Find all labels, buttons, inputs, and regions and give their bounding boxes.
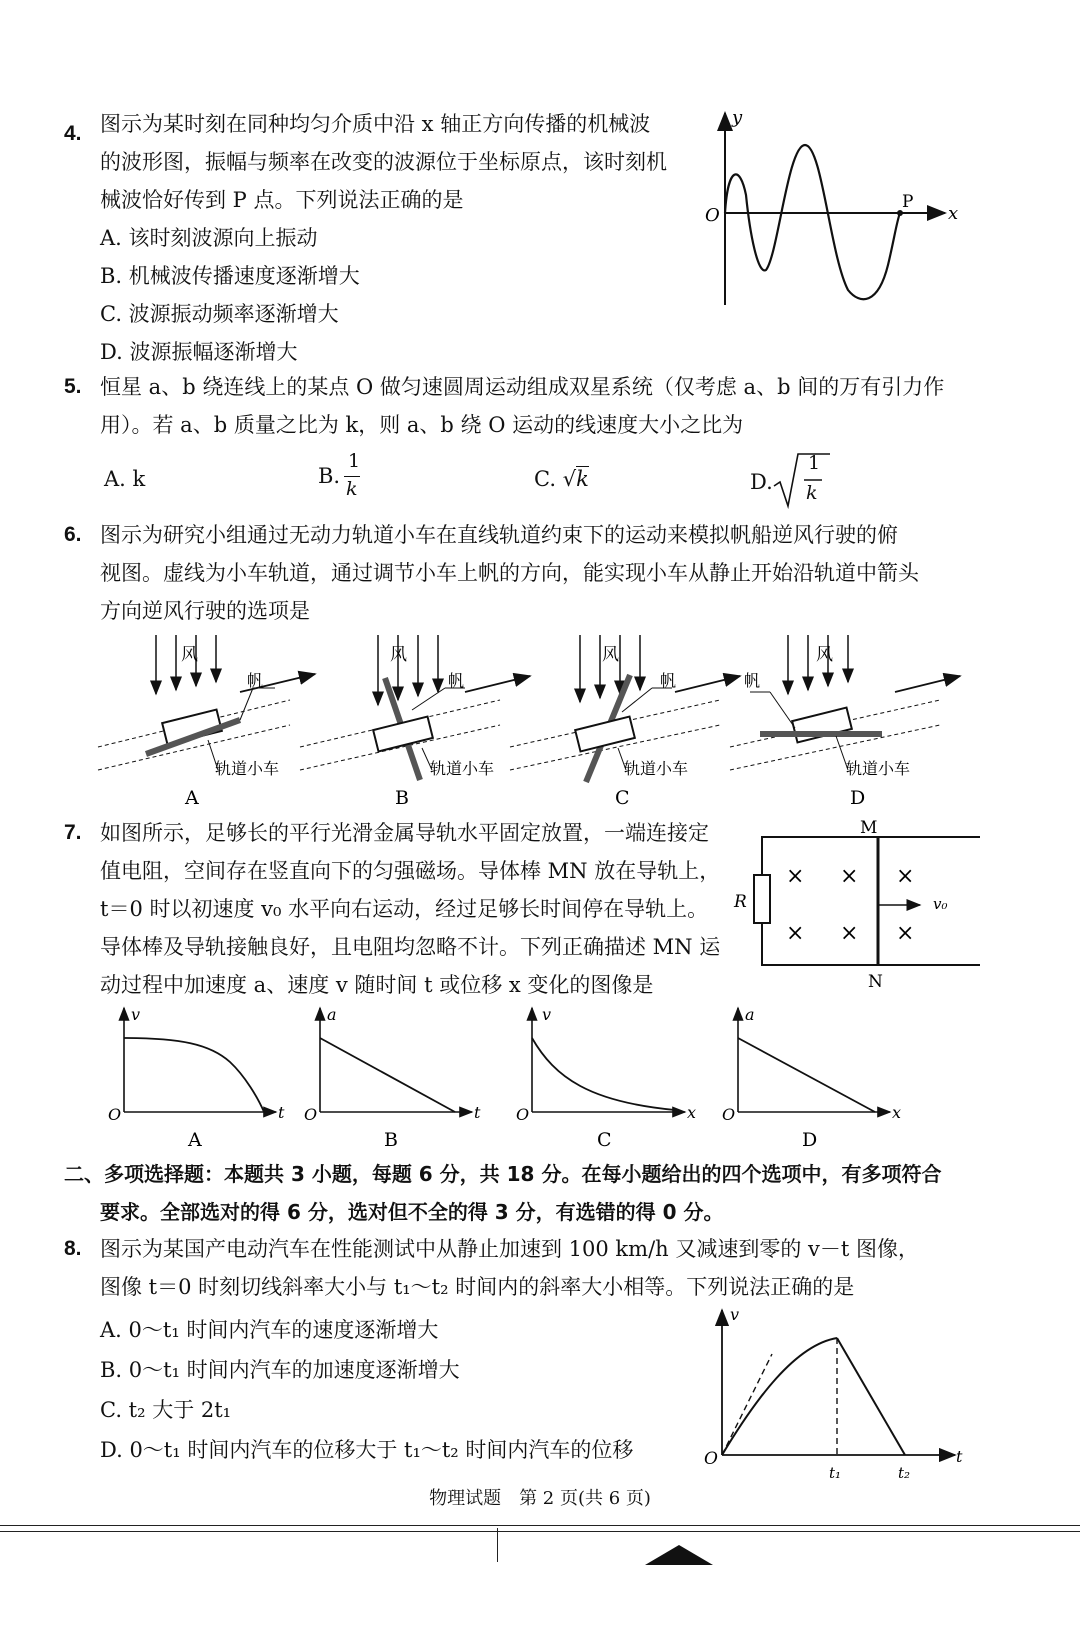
option-d: D. 0～t₁ 时间内汽车的位移大于 t₁～t₂ 时间内汽车的位移 <box>100 1438 634 1462</box>
sail-label: 帆 <box>247 671 264 690</box>
wind-label: 风 <box>181 645 198 665</box>
stem-line: 导体棒及导轨接触良好，且电阻均忽略不计。下列正确描述 MN 运 <box>100 935 721 959</box>
sail-label: 帆 <box>448 671 465 690</box>
section-line: 二、多项选择题：本题共 3 小题，每题 6 分，共 18 分。在每小题给出的四个选项中，有多项符合 <box>64 1162 942 1186</box>
y-axis-label: v <box>131 1005 141 1024</box>
t2-label: t₂ <box>898 1464 911 1482</box>
divider <box>0 1525 1080 1526</box>
stem-line: 图像 t＝0 时刻切线斜率大小与 t₁～t₂ 时间内的斜率大小相等。下列说法正确的是 <box>100 1275 855 1299</box>
stem-line: 图示为某时刻在同种均匀介质中沿 x 轴正方向传播的机械波 <box>100 112 651 136</box>
option-c: C. 波源振动频率逐渐增大 <box>100 302 339 326</box>
option-label: B. <box>318 464 341 488</box>
section-line: 要求。全部选对的得 6 分，选对但不全的得 3 分，有选错的得 0 分。 <box>100 1200 724 1224</box>
origin-label: O <box>705 205 720 226</box>
stem-line: 图示为研究小组通过无动力轨道小车在直线轨道约束下的运动来模拟帆船逆风行驶的俯 <box>100 523 898 547</box>
question-8-stem <box>100 1230 919 1306</box>
cart-label: 轨道小车 <box>624 759 689 778</box>
denominator: k <box>346 478 358 500</box>
y-axis-label: v <box>542 1005 552 1024</box>
panel-c <box>510 635 740 809</box>
cart-label: 轨道小车 <box>215 759 280 778</box>
graph-label: A <box>188 1129 202 1151</box>
divider <box>497 1528 498 1562</box>
label-r: R <box>734 892 747 912</box>
stem-line: 恒星 a、b 绕连线上的某点 O 做匀速圆周运动组成双星系统（仅考虑 a、b 间的万有引力作 <box>100 375 945 399</box>
option-c <box>534 460 589 498</box>
question-number: 5. <box>64 375 82 398</box>
numerator: 1 <box>348 450 361 472</box>
option-d: D. 波源振幅逐渐增大 <box>100 340 298 364</box>
origin-label: O <box>108 1105 122 1124</box>
wind-label: 风 <box>602 645 619 665</box>
stem-line: 械波恰好传到 P 点。下列说法正确的是 <box>100 188 464 212</box>
stem-line: 视图。虚线为小车轨道，通过调节小车上帆的方向，能实现小车从静止开始沿轨道中箭头 <box>100 561 919 585</box>
panel-label: D <box>850 787 866 809</box>
option-a: A. 0～t₁ 时间内汽车的速度逐渐增大 <box>100 1318 439 1342</box>
divider <box>0 1531 1080 1532</box>
question-8-options <box>100 1310 633 1470</box>
sqrt-icon: √ <box>562 467 577 491</box>
y-axis-label: a <box>327 1005 337 1024</box>
label-n: N <box>868 972 883 992</box>
panel-b <box>300 635 530 809</box>
cart-label: 轨道小车 <box>846 759 911 778</box>
sail-label: 帆 <box>660 671 677 690</box>
option-a: A. 该时刻波源向上振动 <box>100 226 318 250</box>
origin-label: O <box>722 1105 736 1124</box>
stem-line: 动过程中加速度 a、速度 v 随时间 t 或位移 x 变化的图像是 <box>100 973 654 997</box>
question-number: 8. <box>64 1237 82 1260</box>
question-5-stem <box>100 368 944 444</box>
graph-a <box>108 1005 285 1151</box>
graph-label: D <box>802 1129 818 1151</box>
fraction-bar <box>344 476 360 477</box>
question-6-stem <box>100 516 919 630</box>
stem-line: 的波形图，振幅与频率在改变的波源位于坐标原点，该时刻机 <box>100 150 667 174</box>
option-c: C. t₂ 大于 2t₁ <box>100 1398 232 1422</box>
x-axis-label: x <box>948 203 959 224</box>
triangle-icon <box>645 1545 713 1565</box>
sail-cart-figure <box>90 630 970 820</box>
x-axis-label: x <box>687 1103 697 1122</box>
wave-figure <box>700 105 970 315</box>
t1-label: t₁ <box>829 1464 842 1482</box>
rail-circuit-figure <box>730 815 990 995</box>
panel-label: B <box>395 787 409 809</box>
denominator: k <box>806 482 818 504</box>
magnetic-field-cross: × <box>840 864 859 889</box>
vt-graph-figure <box>700 1300 980 1490</box>
point-p-label: P <box>902 192 914 212</box>
magnetic-field-cross: × <box>786 921 805 946</box>
option-label: C. <box>534 467 556 491</box>
stem-line: 如图所示，足够长的平行光滑金属导轨水平固定放置，一端连接定 <box>100 821 709 845</box>
origin-label: O <box>304 1105 318 1124</box>
graph-label: B <box>384 1129 398 1151</box>
page-footer: 物理试题 第 2 页(共 6 页) <box>429 1488 651 1509</box>
y-axis-label: y <box>732 107 743 128</box>
magnetic-field-cross: × <box>786 864 805 889</box>
question-number: 4. <box>64 122 82 145</box>
graph-d <box>722 1005 901 1151</box>
stem-line: 方向逆风行驶的选项是 <box>100 599 310 623</box>
stem-line: 用）。若 a、b 质量之比为 k，则 a、b 绕 O 运动的线速度大小之比为 <box>100 413 744 437</box>
x-axis-label: t <box>278 1103 285 1122</box>
question-4-stem <box>100 105 667 371</box>
option-b: B. 0～t₁ 时间内汽车的加速度逐渐增大 <box>100 1358 460 1382</box>
cart-label: 轨道小车 <box>430 759 495 778</box>
option-label: D. <box>750 470 773 494</box>
origin-label: O <box>704 1449 718 1469</box>
wind-label: 风 <box>816 645 833 665</box>
question-number: 7. <box>64 821 82 844</box>
x-axis-label: x <box>892 1103 902 1122</box>
option-b: B. 机械波传播速度逐渐增大 <box>100 264 360 288</box>
panel-d <box>730 635 960 809</box>
option-graphs-figure <box>100 1000 930 1160</box>
graph-b <box>304 1005 481 1151</box>
x-axis-label: t <box>474 1103 481 1122</box>
origin-label: O <box>516 1105 530 1124</box>
option-a: A. k <box>104 467 146 491</box>
panel-label: A <box>185 787 199 809</box>
wind-label: 风 <box>390 645 407 665</box>
x-axis-label: t <box>956 1447 963 1466</box>
sail-label: 帆 <box>744 671 761 690</box>
label-m: M <box>860 818 878 838</box>
panel-a <box>98 635 315 809</box>
stem-line: 图示为某国产电动汽车在性能测试中从静止加速到 100 km/h 又减速到零的 v－t 图像， <box>100 1237 919 1261</box>
section-2-heading <box>64 1155 941 1231</box>
sqrt-icon <box>772 450 832 510</box>
question-number: 6. <box>64 523 82 546</box>
graph-c <box>516 1005 696 1151</box>
stem-line: t＝0 时以初速度 v₀ 水平向右运动，经过足够长时间停在导轨上。 <box>100 897 709 921</box>
radicand: k <box>576 467 589 491</box>
panel-label: C <box>615 787 630 809</box>
magnetic-field-cross: × <box>840 921 859 946</box>
stem-line: 值电阻，空间存在竖直向下的匀强磁场。导体棒 MN 放在导轨上， <box>100 859 721 883</box>
y-axis-label: v <box>730 1305 740 1324</box>
y-axis-label: a <box>745 1005 755 1024</box>
numerator: 1 <box>808 452 821 474</box>
magnetic-field-cross: × <box>896 921 915 946</box>
graph-label: C <box>597 1129 612 1151</box>
question-7-stem <box>100 814 720 1004</box>
label-v0: v₀ <box>933 895 948 913</box>
magnetic-field-cross: × <box>896 864 915 889</box>
